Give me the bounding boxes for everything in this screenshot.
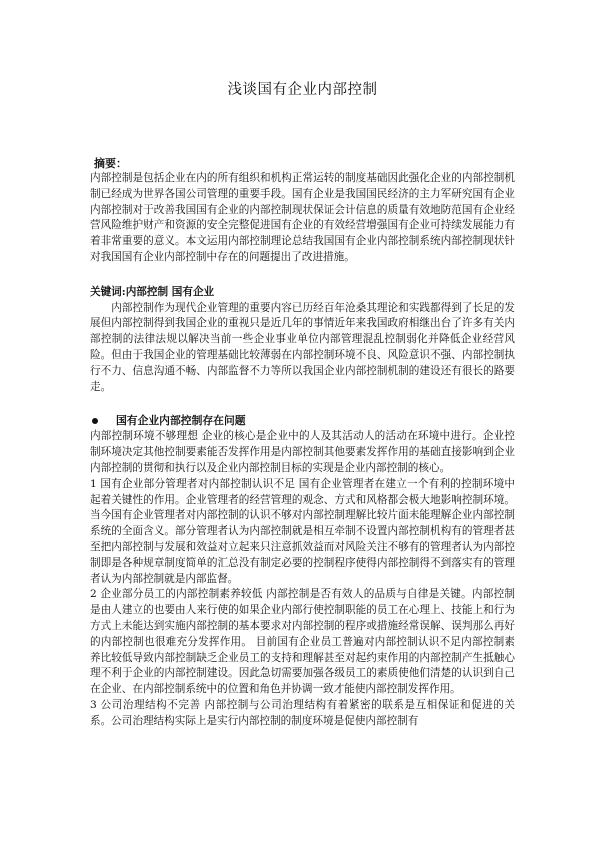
- abstract-text: 内部控制是包括企业在内的所有组织和机构正常运转的制度基础因此强化企业的内部控制机制已经成为世界各国公司管理的重要手段。国有企业是我国国民经济的主力军研究国有企业内部控制对于改善我国国有企业的内部控制现状保证会计信息的质量有效地防范国有企业经营风险维护财产和资源的安全完整促进国有企业的有效经营增强国有企业可持续发展能力有着非常重要的意义。本文运用内部控制理论总结我国国有企业内部控制系统内部控制现状针对我国国有企业内部控制中存在的问题提出了改进措施。: [90, 172, 515, 263]
- section-heading-text: 国有企业内部控制存在问题: [116, 414, 246, 428]
- document-page: [90, 70, 515, 730]
- intro-paragraph: 内部控制作为现代企业管理的重要内容已历经百年沧桑其理论和实践都得到了长足的发展但内部控制得到我国企业的重视只是近几年的事情近年来我国政府相继出台了许多有关内部控制的法律法规以解决当前一些企业事业单位内部管理混乱控制弱化并降低企业经营风险。但由于我国企业的管理基础比较薄弱在内部控制环境不良、风险意识不强、内部控制执行不力、信息沟通不畅、内部监督不力等所以我国企业内部控制机制的建设还有很长的路要走。: [90, 301, 515, 393]
- section-heading: [90, 413, 515, 429]
- keywords-line: 关键词:内部控制 国有企业: [90, 285, 215, 298]
- body-paragraph: 1 国有企业部分管理者对内部控制认识不足 国有企业管理者在建立一个有利的控制环境中起着关键性的作用。企业管理者的经营管理的观念、方式和风格都会极大地影响控制环境。当今国有企业管理者对内部控制的认识不够对内部控制理解比较片面未能理解企业内部控制系统的全面含义。部分管理者认为内部控制就是相互牵制不设置内部控制机构有的管理者甚至把内部控制与发展和效益对立起来只注意抓效益而对风险关注不够有的管理者认为内部控制即是各种规章制度简单的汇总没有制定必要的控制程序使得内部控制得不到落实有的管理者认为内部控制就是内部监督。: [90, 477, 515, 585]
- body-paragraph: 3 公司治理结构不完善 内部控制与公司治理结构有着紧密的联系是互相保证和促进的关系。公司治理结构实际上是实行内部控制的制度环境是促使内部控制有: [90, 698, 515, 727]
- body-paragraph: 内部控制环境不够理想 企业的核心是企业中的人及其活动人的活动在环境中进行。企业控制环境决定其他控制要素能否发挥作用是内部控制其他要素发挥作用的基础直接影响到企业内部控制的贯彻和执行以及企业内部控制目标的实现是企业内部控制的核心。: [90, 430, 515, 474]
- document-title: 浅谈国有企业内部控制: [227, 82, 378, 98]
- body-paragraph: 2 企业部分员工的内部控制素养较低 内部控制是否有效人的品质与自律是关键。内部控制是由人建立的也要由人来行使的如果企业内部行使控制职能的员工在心理上、技能上和行为方式上未能达到实施内部控制的基本要求对内部控制的程序或措施经常误解、误判那么再好的内部控制也很难充分发挥作用。 目前国有企业员工普遍对内部控制认识不足内部控制素养比较低导致内部控制缺乏企业员工的支持和理解甚至对起约束作用的内部控制产生抵触心理不利于企业的内部控制建设。因此急切需要加强各级员工的素质使他们清楚的认识到自己在企业、在内部控制系统中的位置和角色并协调一致才能使内部控制发挥作用。: [90, 588, 515, 696]
- bullet-icon: [92, 418, 98, 424]
- abstract-heading: 摘要：: [94, 157, 127, 170]
